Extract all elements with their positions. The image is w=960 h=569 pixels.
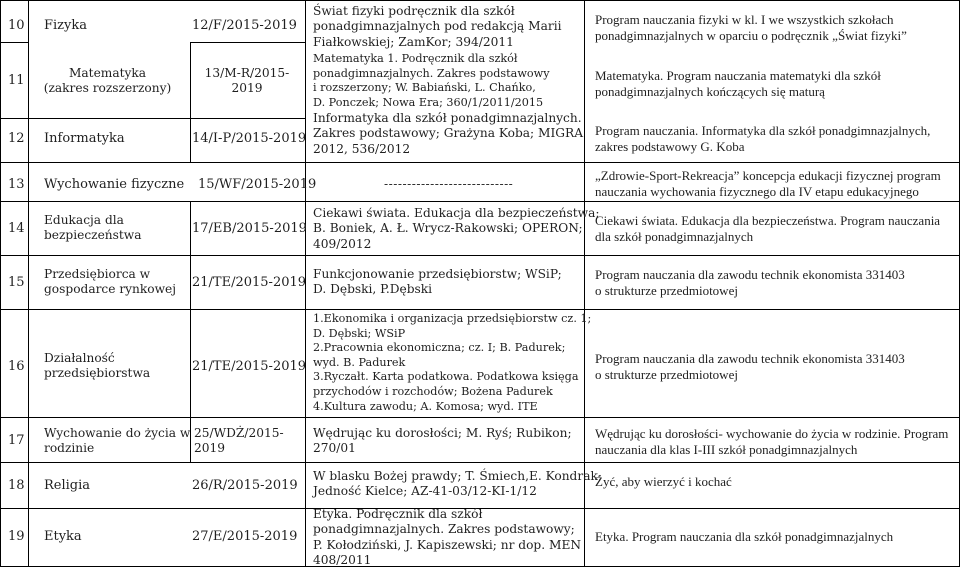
teaching-program: Ciekawi świata. Edukacja dla bezpieczeństwa. Program nauczania dla szkół ponadgimnazjalnych — [595, 213, 941, 245]
teaching-program: Żyć, aby wierzyć i kochać — [595, 474, 732, 489]
program-number: 15/WF/2015-2019 — [198, 177, 317, 192]
textbook-info: Wędrując ku dorosłości; M. Ryś; Rubikon; 270/01 — [313, 426, 572, 456]
row-number: 14 — [8, 221, 25, 236]
subject-name: Informatyka — [44, 131, 125, 146]
program-number: 14/I-P/2015-2019 — [192, 131, 307, 146]
subject-name: Wychowanie do życia w rodzinie — [44, 426, 191, 456]
textbook-info: Funkcjonowanie przedsiębiorstw; WSiP; D. Dębski, P.Dębski — [313, 267, 562, 297]
textbook-info: Etyka. Podręcznik dla szkół ponadgimnazjalnych. Zakres podstawowy; P. Kołodziński, J. Kapiszewski; nr dop. MEN 408/2011 — [313, 507, 582, 568]
table-border-left — [0, 0, 1, 567]
row-number: 18 — [8, 478, 25, 493]
textbook-info: 1.Ekonomika i organizacja przedsiębiorstw cz. 1; D. Dębski; WSiP 2.Pracownia ekonomiczna; cz. I; B. Padurek; wyd. B. Padurek 3.Ryczałt. Karta podatkowa. Podatkowa księga przychodów i rozchodów; Bożena Padurek 4.Kultura zawodu; A. Komosa; wyd. ITE — [313, 312, 592, 413]
row-number: 13 — [8, 177, 25, 192]
program-number: 13/M-R/2015- 2019 — [204, 66, 290, 96]
row-number: 16 — [8, 359, 25, 374]
row-divider — [0, 118, 305, 119]
subject-name: Etyka — [44, 529, 82, 544]
teaching-program: Program nauczania. Informatyka dla szkół ponadgimnazjalnych, zakres podstawowy G. Koba — [595, 123, 931, 155]
row-number: 15 — [8, 275, 25, 290]
row-number: 12 — [8, 131, 25, 146]
textbook-info: Matematyka 1. Podręcznik dla szkół ponadgimnazjalnych. Zakres podstawowy i rozszerzony; W. Babiański, L. Chańko, D. Ponczek; Nowa Era; 360/1/2011/2015 — [313, 52, 550, 109]
program-number: 21/TE/2015-2019 — [192, 359, 307, 374]
textbook-info: Ciekawi świata. Edukacja dla bezpieczeństwa; B. Boniek, A. Ł. Wrycz-Rakowski; OPERON; 409/2012 — [313, 206, 600, 251]
row-divider — [0, 42, 28, 43]
program-number: 26/R/2015-2019 — [192, 478, 298, 493]
subject-name: Fizyka — [44, 18, 87, 33]
table-border-top — [0, 0, 960, 1]
subject-name: Matematyka (zakres rozszerzony) — [43, 66, 172, 96]
col-divider — [190, 42, 191, 162]
subject-name: Działalność przedsiębiorstwa — [44, 351, 151, 381]
teaching-program: Matematyka. Program nauczania matematyki dla szkół ponadgimnazjalnych kończących się maturą — [595, 68, 881, 100]
row-number: 10 — [8, 18, 25, 33]
program-number: 21/TE/2015-2019 — [192, 275, 307, 290]
program-number: 25/WDŻ/2015- 2019 — [194, 426, 284, 456]
row-number: 11 — [8, 73, 25, 88]
program-number: 12/F/2015-2019 — [192, 18, 297, 33]
row-divider — [190, 42, 305, 43]
subject-name: Religia — [44, 478, 91, 493]
subject-name: Przedsiębiorca w gospodarce rynkowej — [44, 267, 177, 297]
textbook-info: Informatyka dla szkół ponadgimnazjalnych. Zakres podstawowy; Grażyna Koba; MIGRA 2012, 536/2012 — [313, 111, 584, 156]
row-divider — [0, 417, 960, 418]
row-divider — [0, 201, 960, 202]
teaching-program: Wędrując ku dorosłości- wychowanie do życia w rodzinie. Program nauczania dla klas I-III szkół ponadgimnazjalnych — [595, 426, 949, 458]
textbook-info: W blasku Bożej prawdy; T. Śmiech,E. Kondrak; Jedność Kielce; AZ-41-03/12-KI-1/12 — [313, 469, 602, 499]
row-number: 17 — [8, 433, 25, 448]
col-divider — [190, 201, 191, 462]
row-divider — [0, 255, 960, 256]
row-number: 19 — [8, 529, 25, 544]
row-divider — [0, 309, 960, 310]
textbook-info: ---------------------------- — [384, 177, 514, 191]
row-divider — [0, 162, 960, 163]
col-divider — [28, 0, 29, 567]
teaching-program: Etyka. Program nauczania dla szkół ponadgimnazjalnych — [595, 529, 894, 544]
subject-name: Edukacja dla bezpieczeństwa — [44, 213, 142, 243]
row-divider — [0, 462, 960, 463]
teaching-program: Program nauczania fizyki w kl. I we wszystkich szkołach ponadgimnazjalnych w oparciu o podręcznik „Świat fizyki” — [595, 12, 907, 44]
program-number: 17/EB/2015-2019 — [192, 221, 307, 236]
subject-name: Wychowanie fizyczne — [44, 177, 185, 192]
teaching-program: „Zdrowie-Sport-Rekreacja” koncepcja edukacji fizycznej program nauczania wychowania fizycznego dla IV etapu edukacyjnego — [595, 168, 941, 200]
teaching-program: Program nauczania dla zawodu technik ekonomista 331403 o strukturze przedmiotowej — [595, 267, 905, 299]
textbook-info: Świat fizyki podręcznik dla szkół ponadgimnazjalnych pod redakcją Marii Fiałkowskiej; ZamKor; 394/2011 — [313, 4, 562, 49]
program-number: 27/E/2015-2019 — [192, 529, 298, 544]
teaching-program: Program nauczania dla zawodu technik ekonomista 331403 o strukturze przedmiotowej — [595, 351, 905, 383]
